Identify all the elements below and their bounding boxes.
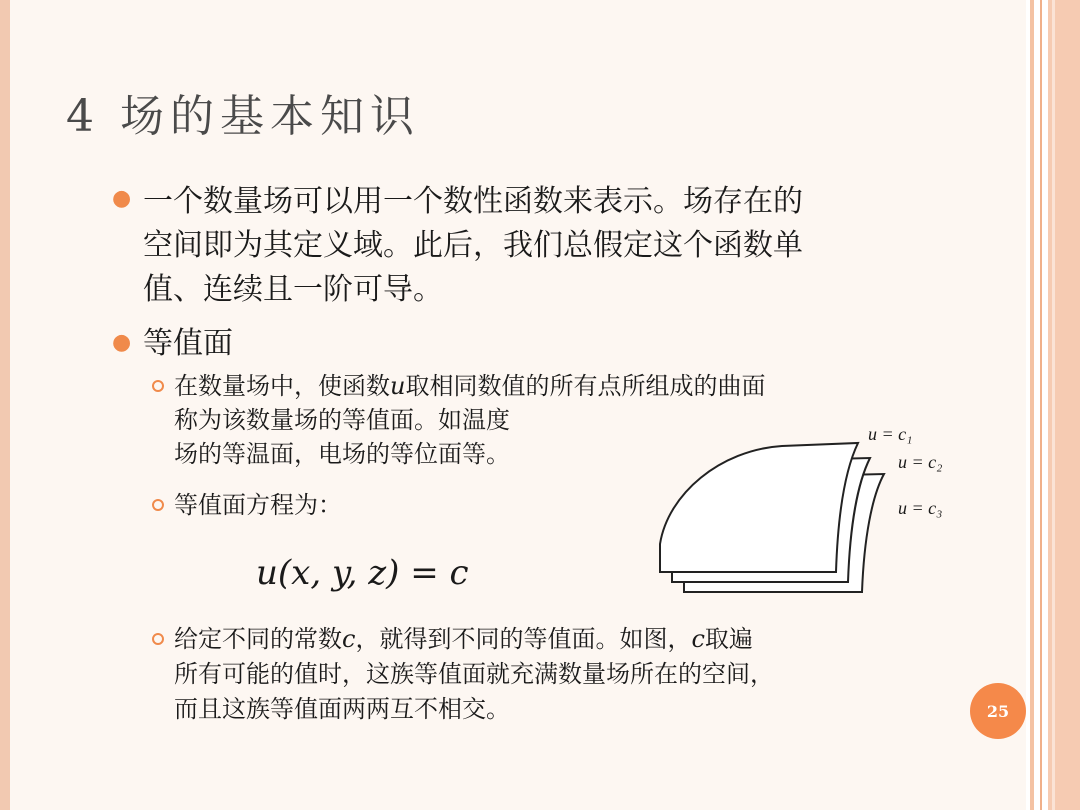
sub-bullet-circle <box>152 380 164 392</box>
sub-bullet-line: 等值面方程为： <box>174 491 342 519</box>
variable-c: c <box>691 625 705 653</box>
bullet-line: 一个数量场可以用一个数性函数来表示。场存在的 <box>143 184 803 219</box>
text: ，就得到不同的等值面。如图， <box>355 625 692 653</box>
text: 取遍 <box>704 625 753 653</box>
bullet-line: 等值面 <box>143 326 233 361</box>
left-border <box>0 0 10 810</box>
bullet-dot: ● <box>112 186 132 211</box>
text: 取相同数值的所有点所组成的曲面 <box>405 372 766 400</box>
variable-u: u <box>390 372 406 400</box>
slide-title: 4 场的基本知识 <box>66 91 420 142</box>
sub-bullet-circle <box>152 633 164 645</box>
figure-label: u = c₁ <box>868 424 913 444</box>
text: 在数量场中，使函数 <box>174 372 390 400</box>
sub-bullet-line: 而且这族等值面两两互不相交。 <box>174 695 510 723</box>
sub-bullet-line: 场的等温面，电场的等位面等。 <box>174 440 510 468</box>
figure-label: u = c₂ <box>898 452 943 472</box>
equation: u(x, y, z) = c <box>256 553 469 593</box>
right-stripe <box>1030 0 1034 810</box>
sub-bullet-circle <box>152 499 164 511</box>
sub-bullet-line: 所有可能的值时，这族等值面就充满数量场所在的空间， <box>174 660 774 688</box>
sub-bullet-line: 称为该数量场的等值面。如温度 <box>174 406 510 434</box>
bullet-line: 值、连续且一阶可导。 <box>143 272 443 307</box>
page-number-badge: 25 <box>970 683 1026 739</box>
figure-label: u = c₃ <box>898 498 943 518</box>
bullet-line: 空间即为其定义域。此后，我们总假定这个函数单 <box>143 228 803 263</box>
bullet-dot: ● <box>112 330 132 355</box>
sub-bullet-line <box>174 623 753 655</box>
right-stripe <box>1040 0 1042 810</box>
text: 给定不同的常数 <box>174 625 342 653</box>
isosurface-figure <box>632 418 972 598</box>
sub-bullet-line <box>174 370 765 402</box>
surface-c1 <box>660 443 858 572</box>
right-stripe <box>1052 0 1055 810</box>
variable-c: c <box>342 625 356 653</box>
